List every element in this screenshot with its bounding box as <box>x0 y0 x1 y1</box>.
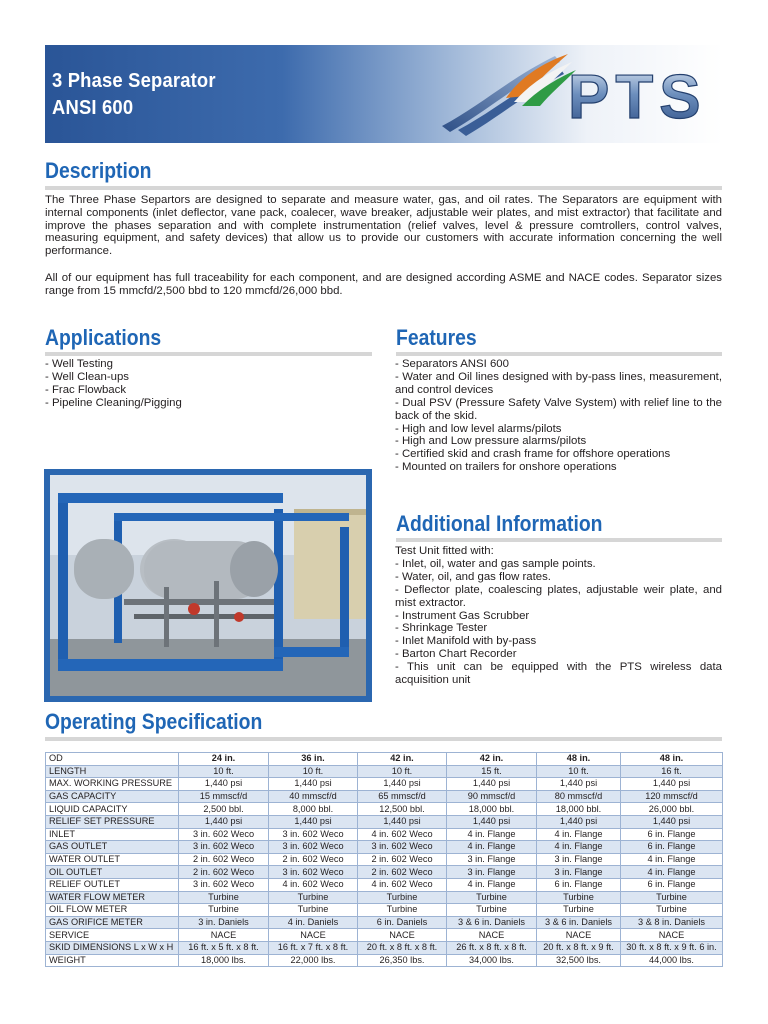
table-cell: 3 in. Flange <box>447 866 537 879</box>
table-cell: 16 ft. <box>621 765 723 778</box>
table-row-label: GAS ORIFICE METER <box>46 916 179 929</box>
additional-info-divider <box>396 538 722 542</box>
table-row <box>46 866 723 879</box>
table-cell: 4 in. Flange <box>447 841 537 854</box>
table-cell: 3 in. 602 Weco <box>269 828 358 841</box>
table-cell: 3 in. 602 Weco <box>179 828 269 841</box>
list-item: Test Unit fitted with: <box>395 545 494 557</box>
table-row-label: SERVICE <box>46 929 179 942</box>
table-cell: 3 in. Flange <box>447 853 537 866</box>
table-cell: 16 ft. x 5 ft. x 8 ft. <box>179 941 269 954</box>
applications-list <box>45 358 372 410</box>
table-cell: 3 in. Flange <box>537 853 621 866</box>
list-item: - Mounted on trailers for onshore operations <box>395 461 617 474</box>
list-item: - Deflector plate, coalescing plates, adjustable weir plate, and mist extractor. <box>395 583 722 609</box>
table-cell: 24 in. <box>179 753 269 766</box>
table-cell: 48 in. <box>537 753 621 766</box>
table-cell: NACE <box>621 929 723 942</box>
list-item: - Pipeline Cleaning/Pigging <box>45 396 182 409</box>
applications-divider <box>45 352 372 356</box>
table-cell: 36 in. <box>269 753 358 766</box>
table-cell: NACE <box>358 929 447 942</box>
description-divider <box>45 186 722 190</box>
table-cell: Turbine <box>621 891 723 904</box>
table-cell: 16 ft. x 7 ft. x 8 ft. <box>269 941 358 954</box>
separator-photo-image <box>44 469 372 702</box>
table-cell: 4 in. Flange <box>621 866 723 879</box>
operating-spec-heading: Operating Specification <box>45 709 263 734</box>
table-cell: 6 in. Flange <box>621 841 723 854</box>
additional-info-list <box>395 545 722 687</box>
table-cell: 3 in. 602 Weco <box>179 878 269 891</box>
page-subtitle: ANSI 600 <box>52 97 134 119</box>
table-cell: 34,000 lbs. <box>447 954 537 967</box>
list-item: - Dual PSV (Pressure Safety Valve System) with relief line to the back of the skid. <box>395 396 722 422</box>
table-cell: 40 mmscf/d <box>269 790 358 803</box>
table-cell: NACE <box>179 929 269 942</box>
table-row <box>46 916 723 929</box>
table-row <box>46 753 723 766</box>
table-cell: 10 ft. <box>358 765 447 778</box>
table-row-label: SKID DIMENSIONS L x W x H <box>46 941 179 954</box>
table-cell: 4 in. Flange <box>621 853 723 866</box>
table-cell: 22,000 lbs. <box>269 954 358 967</box>
table-row <box>46 841 723 854</box>
additional-info-heading: Additional Information <box>396 511 603 536</box>
list-item: - Water, oil, and gas flow rates. <box>395 570 551 583</box>
table-row-label: GAS OUTLET <box>46 841 179 854</box>
table-cell: 2,500 bbl. <box>179 803 269 816</box>
list-item: - Frac Flowback <box>45 383 127 396</box>
list-item: - High and Low pressure alarms/pilots <box>395 435 587 448</box>
list-item: - Water and Oil lines designed with by-pass lines, measurement, and control devices <box>395 370 722 396</box>
operating-spec-divider <box>45 737 722 741</box>
table-cell: 1,440 psi <box>358 815 447 828</box>
table-cell: 1,440 psi <box>447 815 537 828</box>
table-cell: Turbine <box>358 891 447 904</box>
table-cell: 65 mmscf/d <box>358 790 447 803</box>
table-cell: Turbine <box>179 904 269 917</box>
table-cell: 120 mmscf/d <box>621 790 723 803</box>
table-cell: 4 in. Flange <box>447 828 537 841</box>
table-cell: NACE <box>537 929 621 942</box>
table-cell: 15 mmscf/d <box>179 790 269 803</box>
table-cell: 42 in. <box>358 753 447 766</box>
list-item: - Inlet Manifold with by-pass <box>395 635 537 648</box>
table-cell: NACE <box>269 929 358 942</box>
table-cell: 18,000 lbs. <box>179 954 269 967</box>
table-cell: 3 in. Daniels <box>179 916 269 929</box>
table-row-label: OIL OUTLET <box>46 866 179 879</box>
table-cell: Turbine <box>447 891 537 904</box>
table-row-label: OIL FLOW METER <box>46 904 179 917</box>
table-cell: 12,500 bbl. <box>358 803 447 816</box>
table-row <box>46 803 723 816</box>
table-cell: 4 in. 602 Weco <box>358 878 447 891</box>
list-item: - Instrument Gas Scrubber <box>395 609 530 622</box>
table-cell: 3 & 6 in. Daniels <box>447 916 537 929</box>
table-cell: 6 in. Flange <box>537 878 621 891</box>
table-cell: 15 ft. <box>447 765 537 778</box>
table-cell: 4 in. 602 Weco <box>269 878 358 891</box>
table-cell: 6 in. Daniels <box>358 916 447 929</box>
description-paragraph-1: The Three Phase Separtors are designed to separate and measure water, gas, and oil rates. The Separators are equipment with internal components (inlet deflector, vane pack, coalecer, wave breaker, adjustable weir plates, and mist extractor) that facilitate and improve the phases separation and with complete instrumentation (relief valves, level & pressure comtrollers, control valves, measuring equipment, and safety devices) that allow us to provide our customers with accurate information concerning the well performance. <box>45 194 722 258</box>
table-cell: 1,440 psi <box>537 778 621 791</box>
description-heading: Description <box>45 158 152 183</box>
table-row <box>46 904 723 917</box>
table-row <box>46 765 723 778</box>
table-row-label: LENGTH <box>46 765 179 778</box>
table-cell: 26 ft. x 8 ft. x 8 ft. <box>447 941 537 954</box>
table-cell: 18,000 bbl. <box>447 803 537 816</box>
table-cell: 3 in. 602 Weco <box>269 841 358 854</box>
page-title: 3 Phase Separator <box>52 70 216 92</box>
table-row-label: WATER FLOW METER <box>46 891 179 904</box>
table-cell: 4 in. Flange <box>447 878 537 891</box>
table-cell: 1,440 psi <box>179 778 269 791</box>
table-cell: 48 in. <box>621 753 723 766</box>
table-row-label: MAX. WORKING PRESSURE <box>46 778 179 791</box>
table-row <box>46 929 723 942</box>
table-cell: 30 ft. x 8 ft. x 9 ft. 6 in. <box>621 941 723 954</box>
table-cell: 10 ft. <box>179 765 269 778</box>
table-cell: 2 in. 602 Weco <box>358 866 447 879</box>
table-cell: NACE <box>447 929 537 942</box>
list-item: - Certified skid and crash frame for offshore operations <box>395 448 671 461</box>
table-row-label: INLET <box>46 828 179 841</box>
table-cell: 2 in. 602 Weco <box>179 853 269 866</box>
table-cell: 10 ft. <box>269 765 358 778</box>
operating-spec-table <box>45 752 723 967</box>
table-cell: 1,440 psi <box>621 778 723 791</box>
table-cell: 2 in. 602 Weco <box>179 866 269 879</box>
table-cell: 80 mmscf/d <box>537 790 621 803</box>
table-cell: Turbine <box>537 891 621 904</box>
table-row <box>46 790 723 803</box>
table-cell: 1,440 psi <box>269 778 358 791</box>
table-cell: 3 in. 602 Weco <box>179 841 269 854</box>
list-item: - Barton Chart Recorder <box>395 648 517 661</box>
list-item: - High and low level alarms/pilots <box>395 422 562 435</box>
description-paragraph-2: All of our equipment has full traceability for each component, and are designed according ASME and NACE codes. Separator sizes range from 15 mmcfd/2,500 bbd to 120 mmcfd/26,000 bbd. <box>45 272 722 297</box>
table-row-label: WEIGHT <box>46 954 179 967</box>
table-cell: Turbine <box>537 904 621 917</box>
table-cell: 2 in. 602 Weco <box>358 853 447 866</box>
table-cell: 90 mmscf/d <box>447 790 537 803</box>
table-cell: 44,000 lbs. <box>621 954 723 967</box>
table-cell: 6 in. Flange <box>621 878 723 891</box>
table-row-label: OD <box>46 753 179 766</box>
table-cell: 18,000 bbl. <box>537 803 621 816</box>
table-cell: 26,000 bbl. <box>621 803 723 816</box>
table-row <box>46 891 723 904</box>
table-cell: Turbine <box>621 904 723 917</box>
list-item: - Separators ANSI 600 <box>395 358 509 370</box>
table-cell: 3 & 8 in. Daniels <box>621 916 723 929</box>
table-cell: 20 ft. x 8 ft. x 8 ft. <box>358 941 447 954</box>
table-cell: 3 in. 602 Weco <box>358 841 447 854</box>
table-row <box>46 941 723 954</box>
table-cell: 4 in. Flange <box>537 841 621 854</box>
table-cell: 42 in. <box>447 753 537 766</box>
table-cell: 4 in. Daniels <box>269 916 358 929</box>
table-cell: 1,440 psi <box>179 815 269 828</box>
list-item: - This unit can be equipped with the PTS wireless data acquisition unit <box>395 661 722 687</box>
table-row <box>46 778 723 791</box>
table-cell: Turbine <box>269 891 358 904</box>
features-divider <box>396 352 722 356</box>
table-row-label: RELIEF OUTLET <box>46 878 179 891</box>
features-list <box>395 358 722 474</box>
list-item: - Inlet, oil, water and gas sample points. <box>395 557 596 570</box>
table-row <box>46 878 723 891</box>
separator-photo <box>44 469 372 702</box>
table-row <box>46 954 723 967</box>
table-cell: 4 in. Flange <box>537 828 621 841</box>
table-row <box>46 828 723 841</box>
table-cell: 1,440 psi <box>358 778 447 791</box>
table-cell: 1,440 psi <box>621 815 723 828</box>
table-cell: 10 ft. <box>537 765 621 778</box>
pts-logo-text: PTS <box>568 63 707 132</box>
table-row <box>46 853 723 866</box>
pts-logo <box>440 48 723 140</box>
table-cell: 3 in. Flange <box>537 866 621 879</box>
list-item: - Shrinkage Tester <box>395 622 488 635</box>
table-row-label: WATER OUTLET <box>46 853 179 866</box>
table-cell: 20 ft. x 8 ft. x 9 ft. <box>537 941 621 954</box>
table-row-label: GAS CAPACITY <box>46 790 179 803</box>
table-cell: 3 & 6 in. Daniels <box>537 916 621 929</box>
table-cell: 2 in. 602 Weco <box>269 853 358 866</box>
table-cell: 32,500 lbs. <box>537 954 621 967</box>
table-cell: 1,440 psi <box>447 778 537 791</box>
features-heading: Features <box>396 325 477 350</box>
table-cell: 8,000 bbl. <box>269 803 358 816</box>
table-cell: 3 in. 602 Weco <box>269 866 358 879</box>
table-cell: Turbine <box>358 904 447 917</box>
table-cell: 4 in. 602 Weco <box>358 828 447 841</box>
list-item: - Well Testing <box>45 358 113 370</box>
table-cell: 26,350 lbs. <box>358 954 447 967</box>
table-cell: 1,440 psi <box>537 815 621 828</box>
table-cell: 1,440 psi <box>269 815 358 828</box>
table-cell: Turbine <box>269 904 358 917</box>
applications-heading: Applications <box>45 325 162 350</box>
table-cell: Turbine <box>179 891 269 904</box>
table-row-label: RELIEF SET PRESSURE <box>46 815 179 828</box>
table-row-label: LIQUID CAPACITY <box>46 803 179 816</box>
table-row <box>46 815 723 828</box>
table-cell: 6 in. Flange <box>621 828 723 841</box>
list-item: - Well Clean-ups <box>45 370 129 383</box>
table-cell: Turbine <box>447 904 537 917</box>
